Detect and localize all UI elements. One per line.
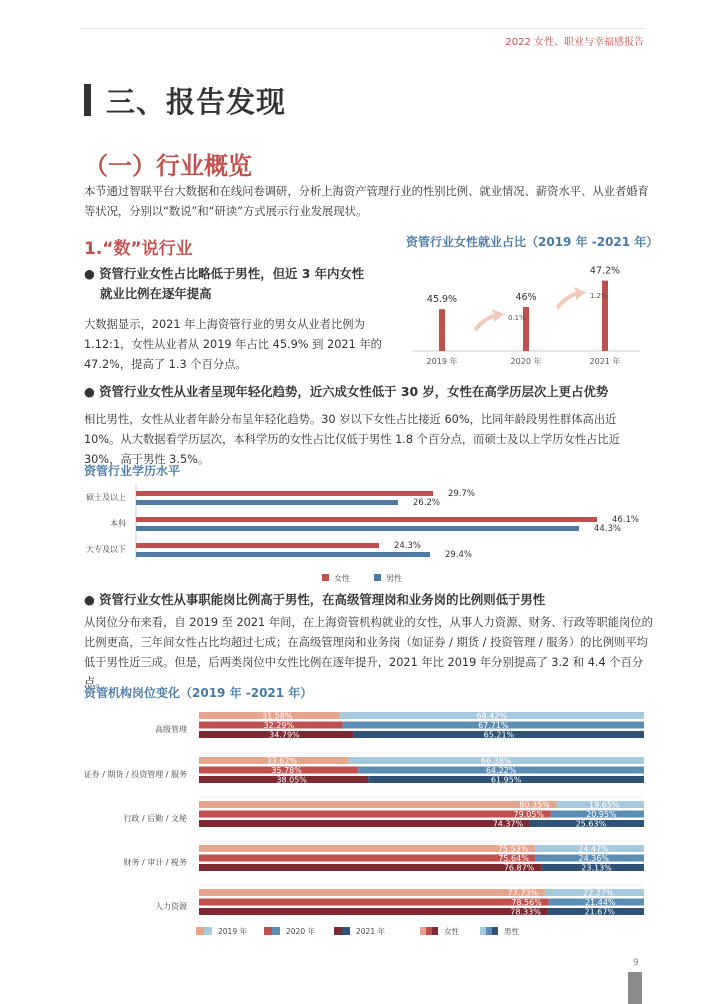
chart3-female-bar bbox=[199, 855, 536, 862]
chart2-legend-label: 男性 bbox=[386, 574, 402, 583]
chart2-bar bbox=[136, 517, 597, 522]
chart3-gender-swatch bbox=[432, 927, 438, 935]
chart3-female-value-label: 75.53% bbox=[497, 844, 529, 854]
finding1-bullet-line2: 就业比例在逐年提高 bbox=[100, 286, 212, 301]
chart1-title: 资管行业女性就业占比（2019 年 -2021 年） bbox=[406, 235, 659, 249]
finding3-bullet-text: 资管行业女性从事职能岗比例高于男性，在高级管理岗和业务岗的比例则低于男性 bbox=[99, 592, 546, 607]
chart2-svg bbox=[84, 480, 654, 590]
intro-paragraph: 本节通过智联平台大数据和在线问卷调研，分析上海资产管理行业的性别比例、就业情况、薪资水平、从业者婚育等状况，分别以“数说”和“研读”方式展示行业发展现状。 bbox=[84, 185, 649, 218]
chart3-category-label: 行政 / 后勤 / 文秘 bbox=[123, 814, 187, 823]
chart3-year-legend-label: 2019 年 bbox=[218, 927, 247, 936]
chart3-female-bar bbox=[199, 845, 535, 852]
chart2-value-label: 29.4% bbox=[445, 550, 473, 560]
chart3-female-value-label: 78.56% bbox=[511, 897, 542, 907]
chart2-legend-swatch bbox=[322, 574, 329, 581]
chart2-bar bbox=[136, 500, 398, 505]
page-number: 9 bbox=[633, 958, 639, 968]
chart3-male-value-label: 24.47% bbox=[578, 844, 609, 854]
chart3-male-value-label: 67.71% bbox=[478, 720, 509, 730]
chart3-title: 资管机构岗位变化（2019 年 -2021 年） bbox=[84, 686, 313, 700]
chart3-gender-swatch bbox=[492, 927, 498, 935]
chart3-male-value-label: 21.67% bbox=[584, 907, 616, 917]
chart1-increase-arrow-icon bbox=[556, 287, 586, 310]
chart3-male-value-label: 61.95% bbox=[490, 775, 522, 785]
chart3-female-value-label: 34.79% bbox=[269, 730, 300, 740]
chart1-category-label: 2019 年 bbox=[426, 357, 458, 366]
chart2-value-label: 26.2% bbox=[413, 498, 441, 508]
chart2-value-label: 46.1% bbox=[612, 515, 640, 525]
chart3-year-swatch bbox=[342, 927, 350, 935]
chart3-gender-swatch bbox=[420, 927, 426, 935]
chart3-male-value-label: 23.13% bbox=[581, 863, 612, 873]
chart3-svg bbox=[84, 708, 654, 938]
chart3-year-swatch bbox=[264, 927, 272, 935]
chart3-year-swatch bbox=[272, 927, 280, 935]
chart3-male-value-label: 21.44% bbox=[585, 897, 616, 907]
finding3-text: 从岗位分布来看，自 2019 至 2021 年间，在上海资管机构就业的女性，从事人力资源、财务、行政等职能岗位的比例更高，三年间女性占比均超过七成；在高级管理岗和业务岗（如证券 / 期货 / 投资管理 / 服务）的比例则平均低于男性近三成。但是，后两类岗位中女性比例在逐年提升，2021 年比 2019 年分别提高了 3.2 和 4.4 个百分点。 bbox=[84, 616, 653, 689]
chart3-female-bar bbox=[199, 801, 557, 808]
section-marker bbox=[84, 84, 91, 116]
chart3-female-value-label: 32.29% bbox=[263, 720, 295, 730]
chart3-female-value-label: 33.62% bbox=[266, 756, 298, 766]
chart3-female-bar bbox=[199, 811, 551, 818]
chart1-increase-arrow-icon bbox=[474, 309, 504, 332]
chart2-legend-swatch bbox=[374, 574, 381, 581]
chart3-year-swatch bbox=[196, 927, 204, 935]
chart3-female-value-label: 79.05% bbox=[513, 809, 545, 819]
chart2-value-label: 29.7% bbox=[448, 489, 476, 499]
chart3-gender-legend-label: 男性 bbox=[504, 927, 519, 936]
chart3-male-value-label: 22.27% bbox=[583, 888, 614, 898]
chart3-year-swatch bbox=[204, 927, 212, 935]
finding2-text: 相比男性，女性从业者年龄分布呈年轻化趋势。30 岁以下女性占比接近 60%，比同年龄段男性群体高出近 10%。从大数据看学历层次，本科学历的女性占比仅低于男性 1.8 个百分点，而硕士及以上学历女性占比近 30%，高于男性 3.5%。 bbox=[84, 413, 621, 466]
chart2-value-label: 44.3% bbox=[594, 524, 622, 534]
chart3-female-bar bbox=[199, 820, 530, 827]
chart3-female-value-label: 31.58% bbox=[262, 711, 293, 721]
chart3-male-value-label: 65.21% bbox=[483, 730, 515, 740]
chart1-svg bbox=[392, 248, 652, 376]
chart3-female-value-label: 75.64% bbox=[498, 853, 529, 863]
chart2-category-label: 硕士及以上 bbox=[86, 493, 126, 502]
chart3-male-value-label: 24.36% bbox=[578, 853, 610, 863]
chart3-year-swatch bbox=[334, 927, 342, 935]
chart2-category-label: 本科 bbox=[110, 519, 126, 528]
chart3-female-bar bbox=[199, 889, 545, 896]
chart3-female-value-label: 78.33% bbox=[510, 907, 541, 917]
chart3-gender-legend-label: 女性 bbox=[444, 927, 459, 936]
page-side-tab bbox=[628, 972, 642, 1004]
chart1-category-label: 2020 年 bbox=[510, 357, 542, 366]
chart3-gender-swatch bbox=[426, 927, 432, 935]
chart3-category-label: 高级管理 bbox=[155, 725, 187, 734]
chart3-male-value-label: 19.65% bbox=[589, 800, 620, 810]
chart1-value-label: 47.2% bbox=[589, 265, 621, 277]
chart3-year-legend-label: 2020 年 bbox=[286, 927, 315, 936]
sub-heading: 1.“数”说行业 bbox=[84, 239, 193, 259]
finding1-bullet: ● 资管行业女性占比略低于男性，但近 3 年内女性 就业比例在逐年提高 bbox=[84, 264, 384, 304]
finding1-text: 大数据显示，2021 年上海资管行业的男女从业者比例为 1.12:1，女性从业者从 2019 年占比 45.9% 到 2021 年的 47.2%，提高了 1.3 个百分点。 bbox=[84, 318, 382, 371]
chart3-male-value-label: 25.63% bbox=[575, 819, 607, 829]
chart3-male-value-label: 20.95% bbox=[586, 809, 617, 819]
chart1-increment-label: 0.1% bbox=[508, 314, 526, 322]
chart2-value-label: 24.3% bbox=[394, 541, 422, 551]
chart2-legend-label: 女性 bbox=[334, 574, 350, 583]
chart1-category-label: 2021 年 bbox=[589, 357, 621, 366]
chart1-value-label: 45.9% bbox=[426, 294, 458, 306]
chart3-gender-swatch bbox=[486, 927, 492, 935]
chart3-female-value-label: 35.78% bbox=[271, 765, 302, 775]
chart2-bar bbox=[136, 491, 433, 496]
chart3-female-value-label: 77.73% bbox=[507, 888, 539, 898]
chart3-female-bar bbox=[199, 908, 548, 915]
chart3-category-label: 财务 / 审计 / 税务 bbox=[123, 858, 187, 867]
chart3-female-value-label: 74.37% bbox=[492, 819, 524, 829]
chart2-bar bbox=[136, 543, 379, 548]
chart1-increment-label: 1.2% bbox=[590, 292, 608, 300]
chart3-gender-swatch bbox=[480, 927, 486, 935]
chart2-category-label: 大专及以下 bbox=[86, 545, 126, 554]
chart1-value-label: 46% bbox=[515, 292, 537, 303]
report-title: 2022 女性、职业与幸福感报告 bbox=[505, 37, 644, 48]
chart3-category-label: 证券 / 期货 / 投资管理 / 服务 bbox=[84, 770, 187, 779]
chart3-female-bar bbox=[199, 899, 549, 906]
chart3-male-value-label: 66.38% bbox=[481, 756, 512, 766]
section-title: 三、报告发现 bbox=[106, 85, 287, 119]
chart3-female-value-label: 80.35% bbox=[519, 800, 550, 810]
chart3-female-value-label: 38.05% bbox=[276, 775, 307, 785]
chart1-bar bbox=[439, 309, 445, 351]
chart2-bar bbox=[136, 552, 430, 557]
chart3-male-value-label: 64.22% bbox=[485, 765, 517, 775]
chart2-bar bbox=[136, 526, 579, 531]
chart3-category-label: 人力资源 bbox=[155, 902, 187, 911]
subsection-title: （一）行业概览 bbox=[84, 152, 252, 180]
chart3-year-legend-label: 2021 年 bbox=[356, 927, 385, 936]
chart3-female-bar bbox=[199, 864, 541, 871]
header-divider bbox=[80, 28, 645, 29]
finding2-bullet-text: 资管行业女性从业者呈现年轻化趋势，近六成女性低于 30 岁，女性在高学历层次上更占优势 bbox=[99, 384, 609, 399]
finding1-bullet-line1: 资管行业女性占比略低于男性，但近 3 年内女性 bbox=[99, 266, 365, 281]
finding2-bullet: ● 资管行业女性从业者呈现年轻化趋势，近六成女性低于 30 岁，女性在高学历层次上更占优势 bbox=[84, 384, 609, 399]
chart2-title: 资管行业学历水平 bbox=[84, 464, 181, 478]
finding3-bullet: ● 资管行业女性从事职能岗比例高于男性，在高级管理岗和业务岗的比例则低于男性 bbox=[84, 592, 546, 607]
chart3-male-value-label: 68.42% bbox=[476, 711, 508, 721]
chart3-female-value-label: 76.87% bbox=[503, 863, 535, 873]
